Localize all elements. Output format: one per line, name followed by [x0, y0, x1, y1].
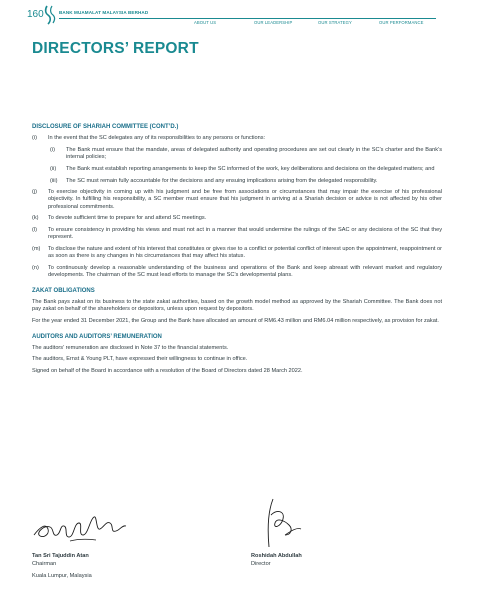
nav-about-us[interactable]: ABOUT US	[194, 20, 217, 25]
sub-marker: (i)	[50, 146, 55, 153]
item-marker: (i)	[32, 135, 37, 142]
signing-place: Kuala Lumpur, Malaysia	[32, 573, 92, 579]
auditors-paragraph: The auditors, Ernst & Young PLT, have expressed their willingness to continue in office.	[32, 356, 248, 363]
nav-our-leadership[interactable]: OUR LEADERSHIP	[254, 20, 293, 25]
auditors-paragraph: Signed on behalf of the Board in accordance with a resolution of the Board of Directors dated 28 March 2022.	[32, 368, 303, 375]
item-text: To ensure consistency in providing his views and must not act in a manner that would undermine the rulings of the SAC or any decisions of the SC that they represent.	[48, 227, 442, 241]
item-marker: (n)	[32, 264, 39, 271]
shariah-heading: DISCLOSURE OF SHARIAH COMMITTEE (CONT’D.)	[32, 124, 179, 130]
item-text: To exercise objectivity in coming up with his judgment and be free from associations or circumstances that may impair the exercise of his professional objectivity. In fulfilling his responsibility, a SC member must ensure that his judgment in arriving at a Shariah decision or advice is not affected by his other professional commitments.	[48, 189, 442, 210]
chairman-role: Chairman	[32, 561, 57, 567]
zakat-heading: ZAKAT OBLIGATIONS	[32, 287, 95, 294]
header-rule	[59, 18, 436, 19]
item-marker: (m)	[32, 245, 41, 252]
nav-our-strategy[interactable]: OUR STRATEGY	[318, 20, 352, 25]
list-item	[32, 135, 442, 142]
sub-marker: (ii)	[50, 165, 57, 172]
sub-text: The SC must remain fully accountable for the decisions and any ensuing implications arising from the delegated responsibility.	[66, 177, 378, 184]
zakat-paragraph: The Bank pays zakat on its business to the state zakat authorities, based on the growth model method as approved by the Shariah Committee. The Bank does not pay zakat on behalf of the shareholders or depositors, unless upon request by depositors.	[32, 298, 442, 313]
sub-list-item	[32, 178, 442, 185]
page-title: DIRECTORS’ REPORT	[32, 40, 199, 57]
page-header	[0, 0, 480, 40]
sub-list-item	[32, 147, 442, 161]
auditors-heading: AUDITORS AND AUDITORS’ REMUNERATION	[32, 333, 162, 340]
director-name: Roshidah Abdullah	[251, 553, 302, 559]
zakat-paragraph: For the year ended 31 December 2021, the Group and the Bank have allocated an amount of RM6.43 million and RM6.04 million respectively, as provision for zakat.	[32, 317, 439, 324]
item-marker: (k)	[32, 215, 39, 222]
director-signature	[255, 495, 315, 553]
page-number: 160	[27, 9, 44, 20]
nav-our-performance[interactable]: OUR PERFORMANCE	[379, 20, 424, 25]
bank-logo-icon	[44, 4, 56, 26]
item-marker: (l)	[32, 227, 37, 234]
sub-text: The Bank must establish reporting arrangements to keep the SC informed of the work, key deliberations and decisions on the delegated matters; and	[66, 165, 435, 172]
director-role: Director	[251, 561, 271, 567]
list-item	[32, 227, 442, 241]
list-item	[32, 246, 442, 260]
list-item	[32, 189, 442, 211]
bank-name: BANK MUAMALAT MALAYSIA BERHAD	[59, 10, 149, 15]
auditors-paragraph: The auditors’ remuneration are disclosed in Note 37 to the financial statements.	[32, 344, 229, 351]
sub-list-item	[32, 166, 442, 173]
list-item	[32, 215, 442, 222]
item-marker: (j)	[32, 189, 37, 196]
item-text: In the event that the SC delegates any of its responsibilities to any persons or functions:	[48, 135, 266, 142]
sub-text: The Bank must ensure that the mandate, areas of delegated authority and operating procedures are set out clearly in the SC’s charter and the Bank’s internal policies;	[66, 146, 442, 161]
item-text: To disclose the nature and extent of his interest that constitutes or gives rise to a conflict or potential conflict of interest upon the appointment, reappointment or as soon as there is any changes in his circumstances that may affect his status.	[48, 245, 442, 260]
report-body	[32, 124, 442, 380]
list-item	[32, 265, 442, 279]
item-text: To devote sufficient time to prepare for and attend SC meetings.	[48, 215, 207, 222]
sub-marker: (iii)	[50, 177, 58, 184]
chairman-signature	[30, 505, 130, 550]
item-text: To continuously develop a reasonable understanding of the business and operations of the Bank and keep abreast with relevant market and regulatory developments. The chairman of the SC must lead efforts to manage the SC’s developmental plans.	[48, 264, 442, 279]
chairman-name: Tan Sri Tajuddin Atan	[32, 553, 89, 559]
